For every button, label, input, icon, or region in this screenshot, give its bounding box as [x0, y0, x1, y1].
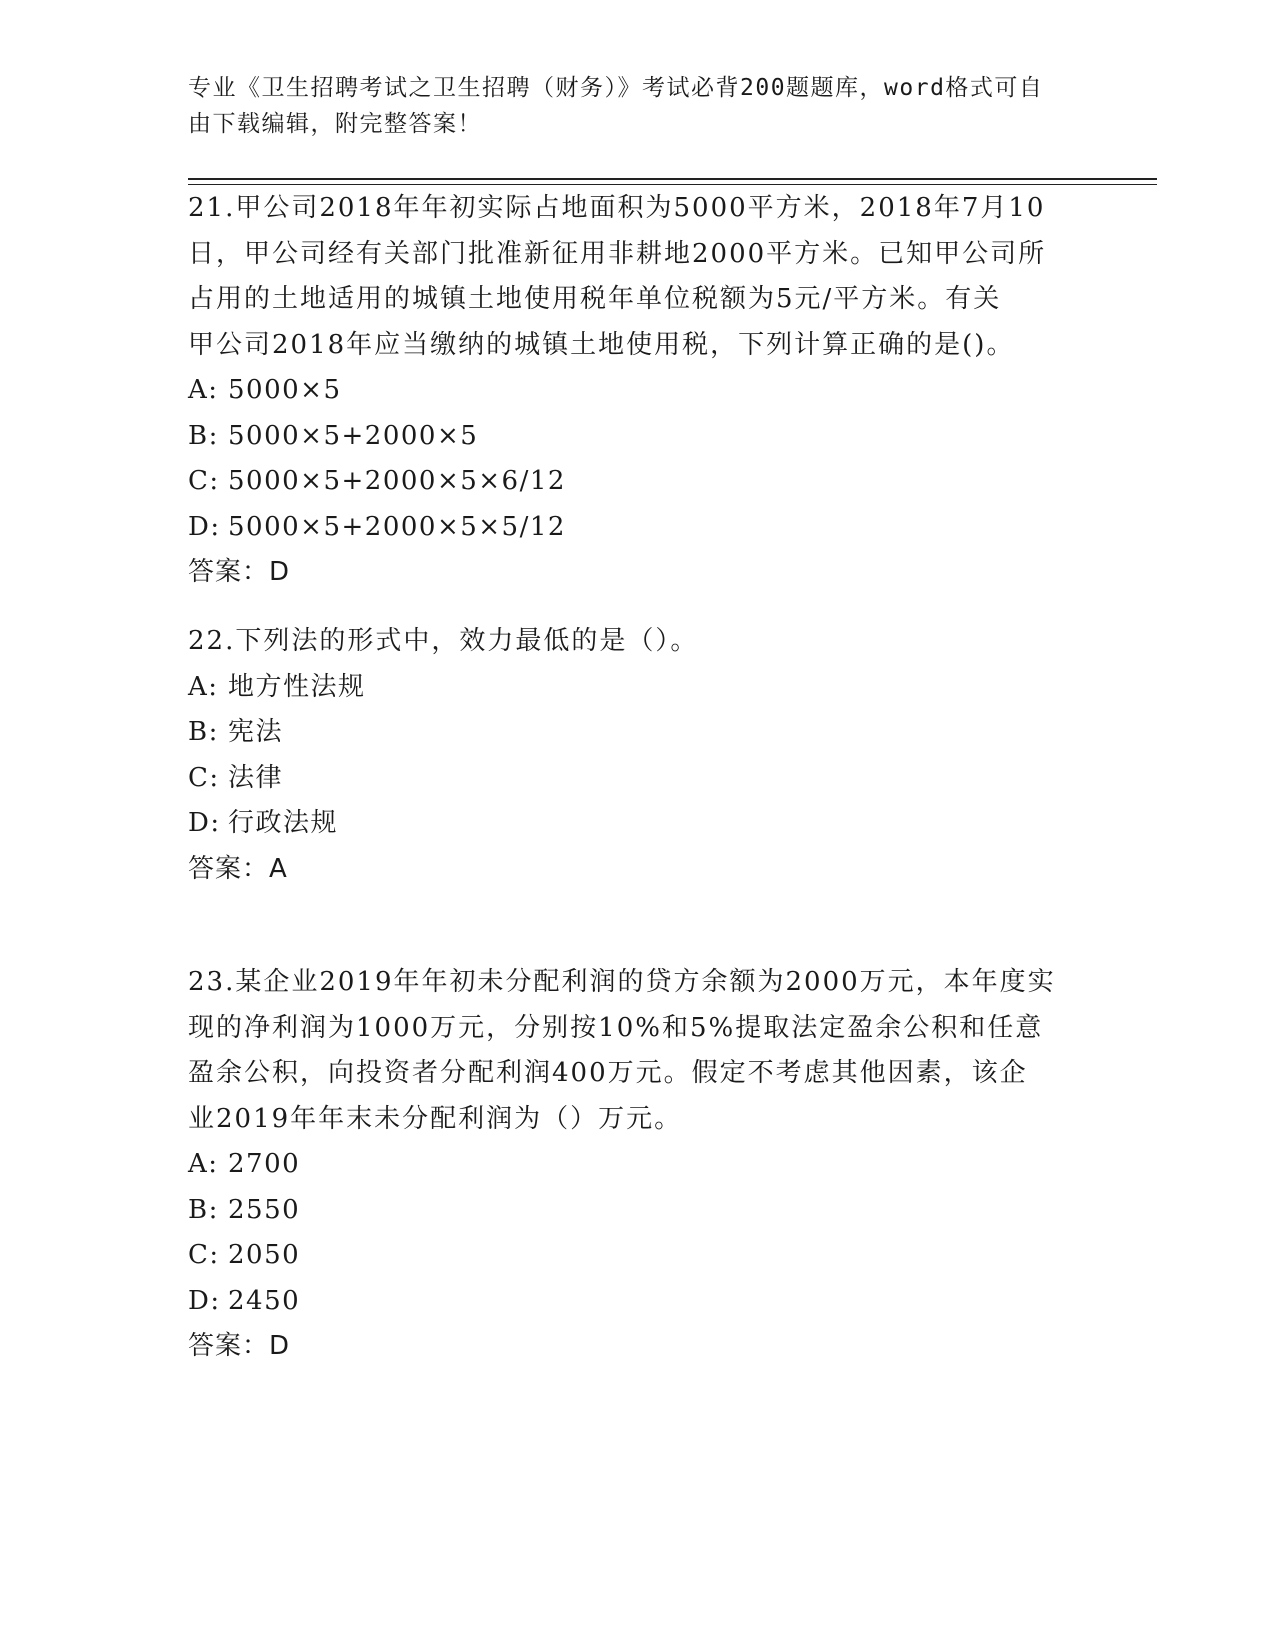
option-b — [188, 414, 1088, 460]
option-letter: B: — [188, 420, 219, 451]
question-stem-line: 甲公司2018年应当缴纳的城镇土地使用税，下列计算正确的是()。 — [188, 329, 1015, 360]
question-23 — [188, 960, 1088, 1370]
option-d — [188, 1279, 1088, 1325]
option-letter: D: — [188, 511, 221, 542]
option-d — [188, 801, 1088, 847]
question-22 — [188, 619, 1088, 892]
option-b — [188, 710, 1088, 756]
option-b — [188, 1188, 1088, 1234]
question-stem-line: 21.甲公司2018年年初实际占地面积为5000平方米，2018年7月10 — [188, 193, 1046, 223]
header-divider-thick — [188, 178, 1157, 180]
option-text: 法律 — [228, 762, 284, 793]
option-text: 5000×5 — [228, 375, 342, 405]
option-letter: B: — [188, 717, 219, 747]
option-d — [188, 505, 1088, 551]
option-letter: A: — [188, 1149, 219, 1179]
option-letter: C: — [188, 1240, 220, 1270]
option-letter: A: — [188, 375, 219, 405]
option-text: 2050 — [228, 1240, 301, 1270]
option-text: 2550 — [228, 1194, 301, 1225]
option-c — [188, 756, 1088, 802]
option-text: 2700 — [228, 1149, 301, 1179]
question-stem-line: 业2019年年末未分配利润为（）万元。 — [188, 1103, 683, 1134]
option-letter: B: — [188, 1194, 219, 1225]
answer-line: 答案：D — [188, 557, 291, 587]
answer-line: 答案：A — [188, 853, 288, 884]
option-letter: C: — [188, 762, 220, 793]
option-letter: D: — [188, 808, 221, 838]
option-letter: C: — [188, 466, 220, 496]
answer-line: 答案：D — [188, 1331, 291, 1361]
option-text: 地方性法规 — [228, 671, 366, 702]
option-text: 5000×5+2000×5 — [228, 420, 479, 451]
header-line-1: 专业《卫生招聘考试之卫生招聘（财务）》考试必背200题题库，word格式可自 — [188, 75, 1044, 101]
option-text: 行政法规 — [228, 808, 339, 838]
option-a — [188, 1142, 1088, 1188]
question-stem-line: 现的净利润为1000万元，分别按10%和5%提取法定盈余公积和任意 — [188, 1012, 1044, 1043]
question-stem-line: 占用的土地适用的城镇土地使用税年单位税额为5元/平方米。有关 — [188, 284, 1002, 314]
header-line-2: 由下载编辑，附完整答案！ — [188, 111, 482, 137]
document-header — [188, 70, 1088, 142]
option-letter: A: — [188, 671, 219, 702]
question-stem-line: 日，甲公司经有关部门批准新征用非耕地2000平方米。已知甲公司所 — [188, 238, 1047, 269]
option-text: 5000×5+2000×5×6/12 — [228, 466, 566, 496]
header-divider-thin — [188, 184, 1157, 185]
question-stem-line: 22.下列法的形式中，效力最低的是（）。 — [188, 626, 699, 656]
question-stem-line: 23.某企业2019年年初未分配利润的贷方余额为2000万元，本年度实 — [188, 967, 1056, 997]
option-letter: D: — [188, 1285, 221, 1316]
option-c — [188, 1233, 1088, 1279]
question-stem-line: 盈余公积，向投资者分配利润400万元。假定不考虑其他因素，该企 — [188, 1058, 1028, 1088]
option-a — [188, 368, 1088, 414]
option-c — [188, 459, 1088, 505]
option-a — [188, 665, 1088, 711]
question-21 — [188, 186, 1088, 596]
option-text: 5000×5+2000×5×5/12 — [228, 511, 566, 542]
option-text: 宪法 — [228, 717, 284, 747]
option-text: 2450 — [228, 1285, 301, 1316]
